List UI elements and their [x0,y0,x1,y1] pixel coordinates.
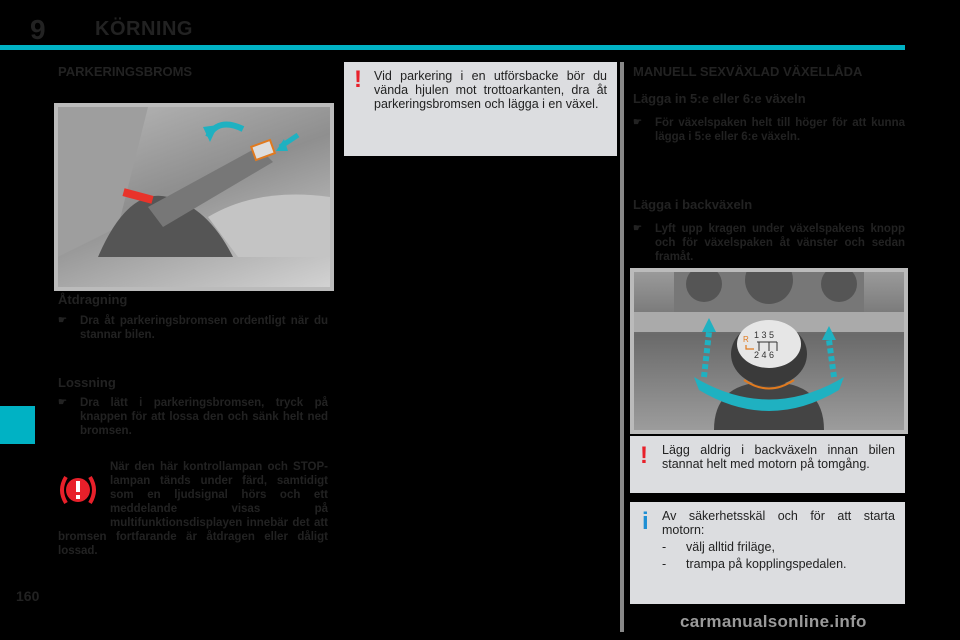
chapter-tab [0,406,35,444]
hand-pointer-icon: ☛ [58,397,67,408]
bullet-fifth-sixth-text: För växelspaken helt till höger för att kunna lägga i 5:e eller 6:e växeln. [655,117,905,143]
gear-lever-illustration [634,272,904,430]
gear-lever-image [630,268,908,434]
parking-brake-illustration [58,107,330,287]
header-rule [0,45,905,50]
watermark: carmanualsonline.info [680,612,867,631]
hand-pointer-icon: ☛ [633,117,642,128]
bullet-fifth-sixth [633,116,905,144]
bullet-apply [58,314,328,342]
warning-note-reverse-text: Lägg aldrig i backväxeln innan bilen stannat helt med motorn på tomgång. [662,443,895,471]
bullet-apply-text: Dra åt parkeringsbromsen ordentligt när du stannar bilen. [80,315,328,341]
bullet-reverse-text: Lyft upp kragen under växelspakens knopp och för växelspaken åt vänster och sedan framåt. [655,223,905,263]
page-number: 160 [16,588,40,604]
exclamation-warning-icon: ! [640,442,648,469]
section-title-gearbox: MANUELL SEXVÄXLAD VÄXELLÅDA [633,64,863,79]
info-note-start [630,502,905,604]
warning-note-parking [344,62,617,156]
warning-lamp-text: När den här kontrollampan och STOP-lampan tänds under färd, samtidigt som en ljudsignal hörs och ett meddelande visas på multifunktionsdisplayen innebär det att bromsen fortfarande är åtdragen eller dåligt lossad. [58,461,328,557]
exclamation-warning-icon: ! [354,66,362,93]
bullet-release-text: Dra lätt i parkeringsbromsen, tryck på knappen för att lossa den och sänk helt ned bromsen. [80,397,328,437]
hand-pointer-icon: ☛ [633,223,642,234]
bullet-release [58,396,328,438]
info-note-start-text: Av säkerhetsskäl och för att starta motorn: - välj alltid friläge, - trampa på kopplingspedalen. [662,509,895,571]
info-icon: i [642,508,649,535]
svg-text:1 3 5: 1 3 5 [754,330,775,340]
heading-apply: Åtdragning [58,292,128,307]
chapter-title: KÖRNING [95,18,193,40]
heading-reverse: Lägga i backväxeln [633,197,753,212]
svg-text:R: R [743,335,749,344]
warning-note-reverse [630,436,905,493]
section-title-parking-brake: PARKERINGSBROMS [58,64,193,79]
info-list-item: - trampa på kopplingspedalen. [662,557,847,571]
warning-note-parking-text: Vid parkering i en utförsbacke bör du vända hjulen mot trottoarkanten, dra åt parkeringsbromsen och lägga i en växel. [374,69,607,111]
bullet-reverse [633,222,905,264]
chapter-number: 9 [30,14,46,45]
info-list-item: - välj alltid friläge, [662,540,775,554]
heading-release: Lossning [58,375,116,390]
svg-text:2 4 6: 2 4 6 [754,350,775,360]
heading-fifth-sixth: Lägga in 5:e eller 6:e växeln [633,91,806,106]
hand-pointer-icon: ☛ [58,315,67,326]
parking-brake-image [54,103,334,291]
column-divider [620,62,624,632]
